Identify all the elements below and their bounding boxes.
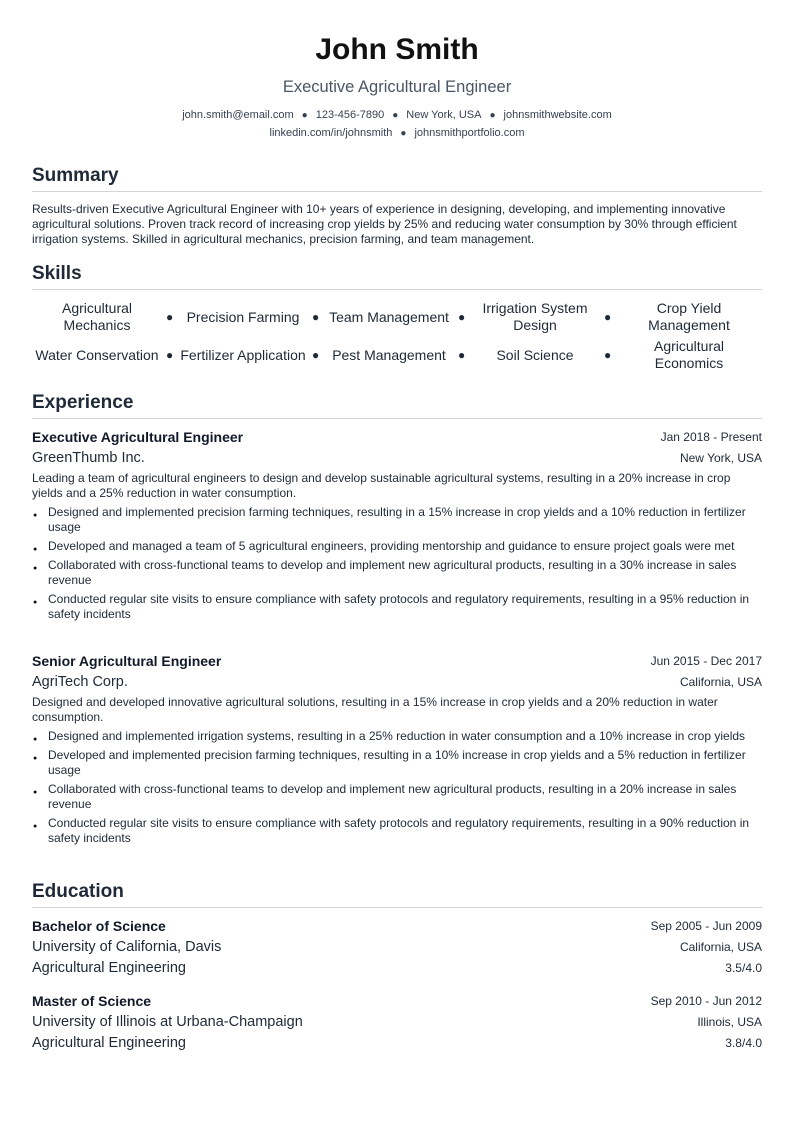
job-location: New York, USA: [679, 451, 762, 465]
linkedin-link[interactable]: linkedin.com/in/johnsmith: [269, 127, 393, 139]
company-name: GreenThumb Inc.: [32, 450, 145, 466]
job-title: Senior Agricultural Engineer: [32, 653, 222, 669]
education-school-row: [32, 1013, 762, 1031]
separator-dot: ●: [458, 348, 466, 362]
skill-item: Team Management: [329, 308, 449, 325]
job-summary: Designed and developed innovative agricultural solutions, resulting in a 15% increase in crop yields and a 20% reduction in water consumption.: [32, 695, 718, 724]
list-item: ● Collaborated with cross-functional teams to develop and implement new agricultural products, resulting in a 20% increase in sales revenue: [32, 782, 764, 812]
job-dates: Jan 2018 - Present: [660, 430, 762, 444]
list-item: ● Developed and implemented precision farming techniques, resulting in a 10% increase in crop yields and a 5% reduction in fertilizer usage: [32, 748, 764, 778]
separator-dot: ●: [301, 110, 308, 121]
list-item: ● Designed and implemented irrigation systems, resulting in a 25% reduction in water consumption and a 10% increase in crop yields: [32, 729, 764, 744]
school-location: California, USA: [679, 940, 762, 954]
list-item: ● Conducted regular site visits to ensure compliance with safety protocols and regulatory requirements, resulting in a 90% reduction in safety incidents: [32, 816, 764, 846]
education-header: [32, 992, 762, 1010]
skills-row-2: [32, 337, 762, 373]
website-link[interactable]: johnsmithwebsite.com: [503, 109, 612, 121]
degree: Master of Science: [32, 993, 152, 1009]
school-name: University of California, Davis: [32, 939, 222, 955]
list-item: ● Developed and managed a team of 5 agricultural engineers, providing mentorship and guidance to ensure project goals were met: [32, 539, 764, 554]
gpa: 3.8/4.0: [725, 1036, 762, 1050]
skill-item: Agricultural Economics: [653, 338, 725, 371]
separator-dot: ●: [312, 348, 320, 362]
skills-heading: Skills: [32, 261, 762, 290]
gpa: 3.5/4.0: [725, 961, 762, 975]
education-field-row: [32, 959, 762, 977]
candidate-name: John Smith: [315, 33, 479, 66]
skills-row-1: [32, 299, 762, 335]
degree: Bachelor of Science: [32, 918, 166, 934]
summary-heading: Summary: [32, 163, 762, 192]
separator-dot: ●: [604, 310, 612, 324]
separator-dot: ●: [400, 128, 407, 139]
email-link[interactable]: john.smith@email.com: [182, 109, 294, 121]
job-summary: Leading a team of agricultural engineers to design and develop sustainable agricultural systems, resulting in a 20% increase in crop yields and a 25% reduction in water consumption.: [32, 471, 731, 500]
education-heading: Education: [32, 879, 762, 908]
job-location: California, USA: [679, 675, 762, 689]
education-field-row: [32, 1034, 762, 1052]
candidate-title: Executive Agricultural Engineer: [282, 78, 512, 96]
phone-number[interactable]: 123-456-7890: [315, 109, 385, 121]
job-header: [32, 652, 762, 670]
separator-dot: ●: [312, 310, 320, 324]
education-school-row: [32, 938, 762, 956]
job-bullets: [32, 505, 764, 626]
skill-item: Crop Yield Management: [648, 300, 730, 333]
experience-heading: Experience: [32, 390, 762, 419]
education-header: [32, 917, 762, 935]
portfolio-link[interactable]: johnsmithportfolio.com: [414, 127, 525, 139]
company-name: AgriTech Corp.: [32, 674, 128, 690]
school-name: University of Illinois at Urbana-Champaign: [32, 1014, 303, 1030]
contact-line-2: [0, 125, 794, 142]
skill-item: Agricultural Mechanics: [61, 300, 133, 333]
separator-dot: ●: [166, 310, 174, 324]
job-header: [32, 428, 762, 446]
location: New York, USA: [406, 109, 482, 121]
job-title: Executive Agricultural Engineer: [32, 429, 244, 445]
skill-item: Irrigation System Design: [482, 300, 588, 333]
job-company-row: [32, 673, 762, 691]
education-dates: Sep 2010 - Jun 2012: [650, 994, 762, 1008]
separator-dot: ●: [166, 348, 174, 362]
skill-item: Soil Science: [496, 346, 574, 363]
job-dates: Jun 2015 - Dec 2017: [650, 654, 762, 668]
list-item: ● Conducted regular site visits to ensure compliance with safety protocols and regulatory requirements, resulting in a 95% reduction in safety incidents: [32, 592, 764, 622]
field-of-study: Agricultural Engineering: [32, 1035, 186, 1051]
school-location: Illinois, USA: [697, 1015, 762, 1029]
skill-item: Water Conservation: [35, 346, 159, 363]
field-of-study: Agricultural Engineering: [32, 960, 186, 976]
list-item: ● Collaborated with cross-functional teams to develop and implement new agricultural products, resulting in a 30% increase in sales revenue: [32, 558, 764, 588]
separator-dot: ●: [458, 310, 466, 324]
contact-line-1: [0, 107, 794, 124]
job-company-row: [32, 449, 762, 467]
separator-dot: ●: [392, 110, 399, 121]
skill-item: Fertilizer Application: [180, 346, 306, 363]
separator-dot: ●: [489, 110, 496, 121]
summary-text: Results-driven Executive Agricultural Engineer with 10+ years of experience in designing, developing, and implementing innovative agricultural solutions. Proven track record of increasing crop yields by 25% and reducing water consumption by 30% through efficient irrigation systems. Skilled in agricultural mechanics, precision farming, and team management.: [32, 202, 737, 246]
separator-dot: ●: [604, 348, 612, 362]
skill-item: Precision Farming: [186, 308, 300, 325]
education-dates: Sep 2005 - Jun 2009: [650, 919, 762, 933]
job-bullets: [32, 729, 764, 850]
list-item: ● Designed and implemented precision farming techniques, resulting in a 15% increase in crop yields and a 10% reduction in fertilizer usage: [32, 505, 764, 535]
skill-item: Pest Management: [332, 346, 446, 363]
